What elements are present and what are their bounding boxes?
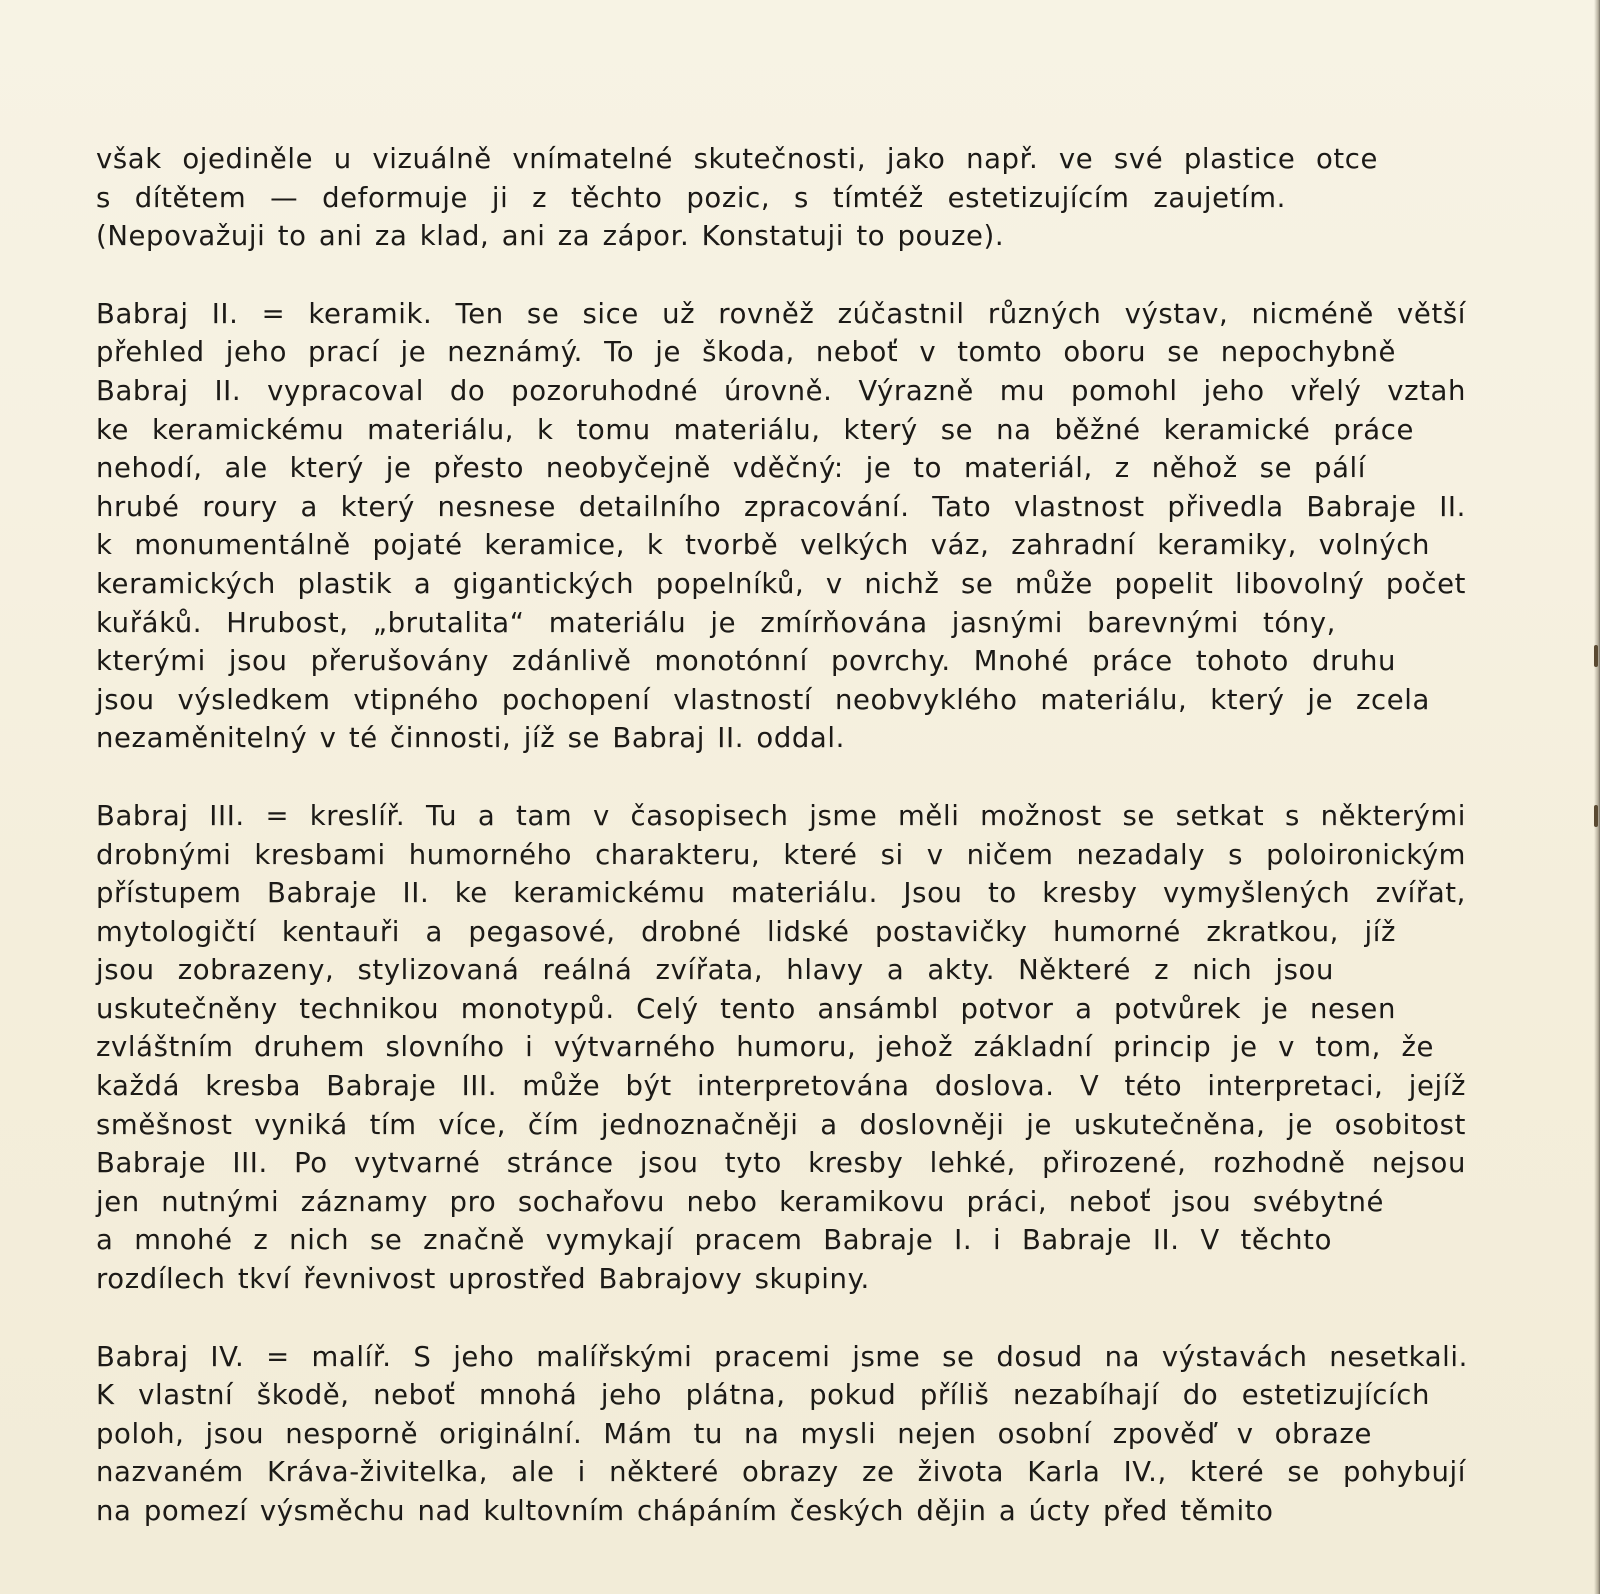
text-line: jsou výsledkem vtipného pochopení vlastností neobvyklého materiálu, který je zcela <box>96 683 1430 716</box>
text-line: kterými jsou přerušovány zdánlivě monotónní povrchy. Mnohé práce tohoto druhu <box>96 645 1396 678</box>
text-line: hrubé roury a který nesnese detailního zpracování. Tato vlastnost přivedla Babraje II. <box>96 490 1466 523</box>
text-line: kuřáků. Hrubost, „brutalita“ materiálu je zmírňována jasnými barevnými tóny, <box>96 606 1336 639</box>
text-line: Babraj IV. = malíř. S jeho malířskými pracemi jsme se dosud na výstavách nesetkali. <box>96 1340 1468 1373</box>
text-line: ke keramickému materiálu, k tomu materiálu, který se na běžné keramické práce <box>96 413 1414 446</box>
text-line: keramických plastik a gigantických popelníků, v nichž se může popelit libovolný počet <box>96 567 1466 600</box>
text-line: uskutečněny technikou monotypů. Celý tento ansámbl potvor a potvůrek je nesen <box>96 992 1396 1025</box>
text-line: zvláštním druhem slovního i výtvarného humoru, jehož základní princip je v tom, že <box>96 1031 1434 1064</box>
text-line: mytologičtí kentauři a pegasové, drobné lidské postavičky humorné zkratkou, jíž <box>96 915 1396 948</box>
binding-mark <box>1594 805 1598 827</box>
paragraph <box>96 797 1476 1299</box>
text-line: nazvaném Kráva-živitelka, ale i některé obrazy ze života Karla IV., které se pohybují <box>96 1456 1466 1489</box>
text-line: s dítětem — deformuje ji z těchto pozic, s tímtéž estetizujícím zaujetím. <box>96 181 1286 214</box>
text-line: k monumentálně pojaté keramice, k tvorbě velkých váz, zahradní keramiky, volných <box>96 529 1430 562</box>
text-line: nezaměnitelný v té činnosti, jíž se Babraj II. oddal. <box>96 722 845 755</box>
text-line: jsou zobrazeny, stylizovaná reálná zvířata, hlavy a akty. Některé z nich jsou <box>96 954 1334 987</box>
text-line: Babraj III. = kreslíř. Tu a tam v časopisech jsme měli možnost se setkat s některými <box>96 799 1466 832</box>
text-line: každá kresba Babraje III. může být interpretována doslova. V této interpretaci, jejíž <box>96 1070 1466 1103</box>
text-line: Babraj II. = keramik. Ten se sice už rovněž zúčastnil různých výstav, nicméně větší <box>96 297 1466 330</box>
text-line: Babraje III. Po vytvarné stránce jsou tyto kresby lehké, přirozené, rozhodně nejsou <box>96 1147 1466 1180</box>
text-line: rozdílech tkví řevnivost uprostřed Babrajovy skupiny. <box>96 1263 870 1296</box>
text-line: přehled jeho prací je neznámý. To je škoda, neboť v tomto oboru se nepochybně <box>96 336 1396 369</box>
text-line: drobnými kresbami humorného charakteru, které si v ničem nezadaly s poloironickým <box>96 838 1466 871</box>
page-gutter-edge <box>1594 0 1600 1594</box>
text-line: K vlastní škodě, neboť mnohá jeho plátna, pokud příliš nezabíhají do estetizujících <box>96 1379 1430 1412</box>
text-line: a mnohé z nich se značně vymykají pracem Babraje I. i Babraje II. V těchto <box>96 1224 1332 1257</box>
binding-mark <box>1594 645 1598 667</box>
text-line: na pomezí výsměchu nad kultovním chápáním českých dějin a úcty před těmito <box>96 1495 1274 1527</box>
text-line: nehodí, ale který je přesto neobyčejně vděčný: je to materiál, z něhož se pálí <box>96 452 1366 485</box>
text-line: poloh, jsou nesporně originální. Mám tu na mysli nejen osobní zpověď v obraze <box>96 1417 1372 1450</box>
text-line: směšnost vyniká tím více, čím jednoznačněji a doslovněji je uskutečněna, je osobitost <box>96 1108 1466 1141</box>
body-text <box>96 140 1476 1570</box>
text-line: (Nepovažuji to ani za klad, ani za zápor. Konstatuji to pouze). <box>96 220 1005 253</box>
text-line: jen nutnými záznamy pro sochařovu nebo keramikovu práci, neboť jsou svébytné <box>96 1185 1384 1218</box>
text-line: však ojediněle u vizuálně vnímatelné skutečnosti, jako např. ve své plastice otce <box>96 143 1378 175</box>
text-line: přístupem Babraje II. ke keramickému materiálu. Jsou to kresby vymyšlených zvířat, <box>96 877 1466 910</box>
paragraph <box>96 295 1476 758</box>
paragraph <box>96 1338 1476 1531</box>
text-line: Babraj II. vypracoval do pozoruhodné úrovně. Výrazně mu pomohl jeho vřelý vztah <box>96 374 1466 407</box>
paragraph <box>96 140 1476 256</box>
